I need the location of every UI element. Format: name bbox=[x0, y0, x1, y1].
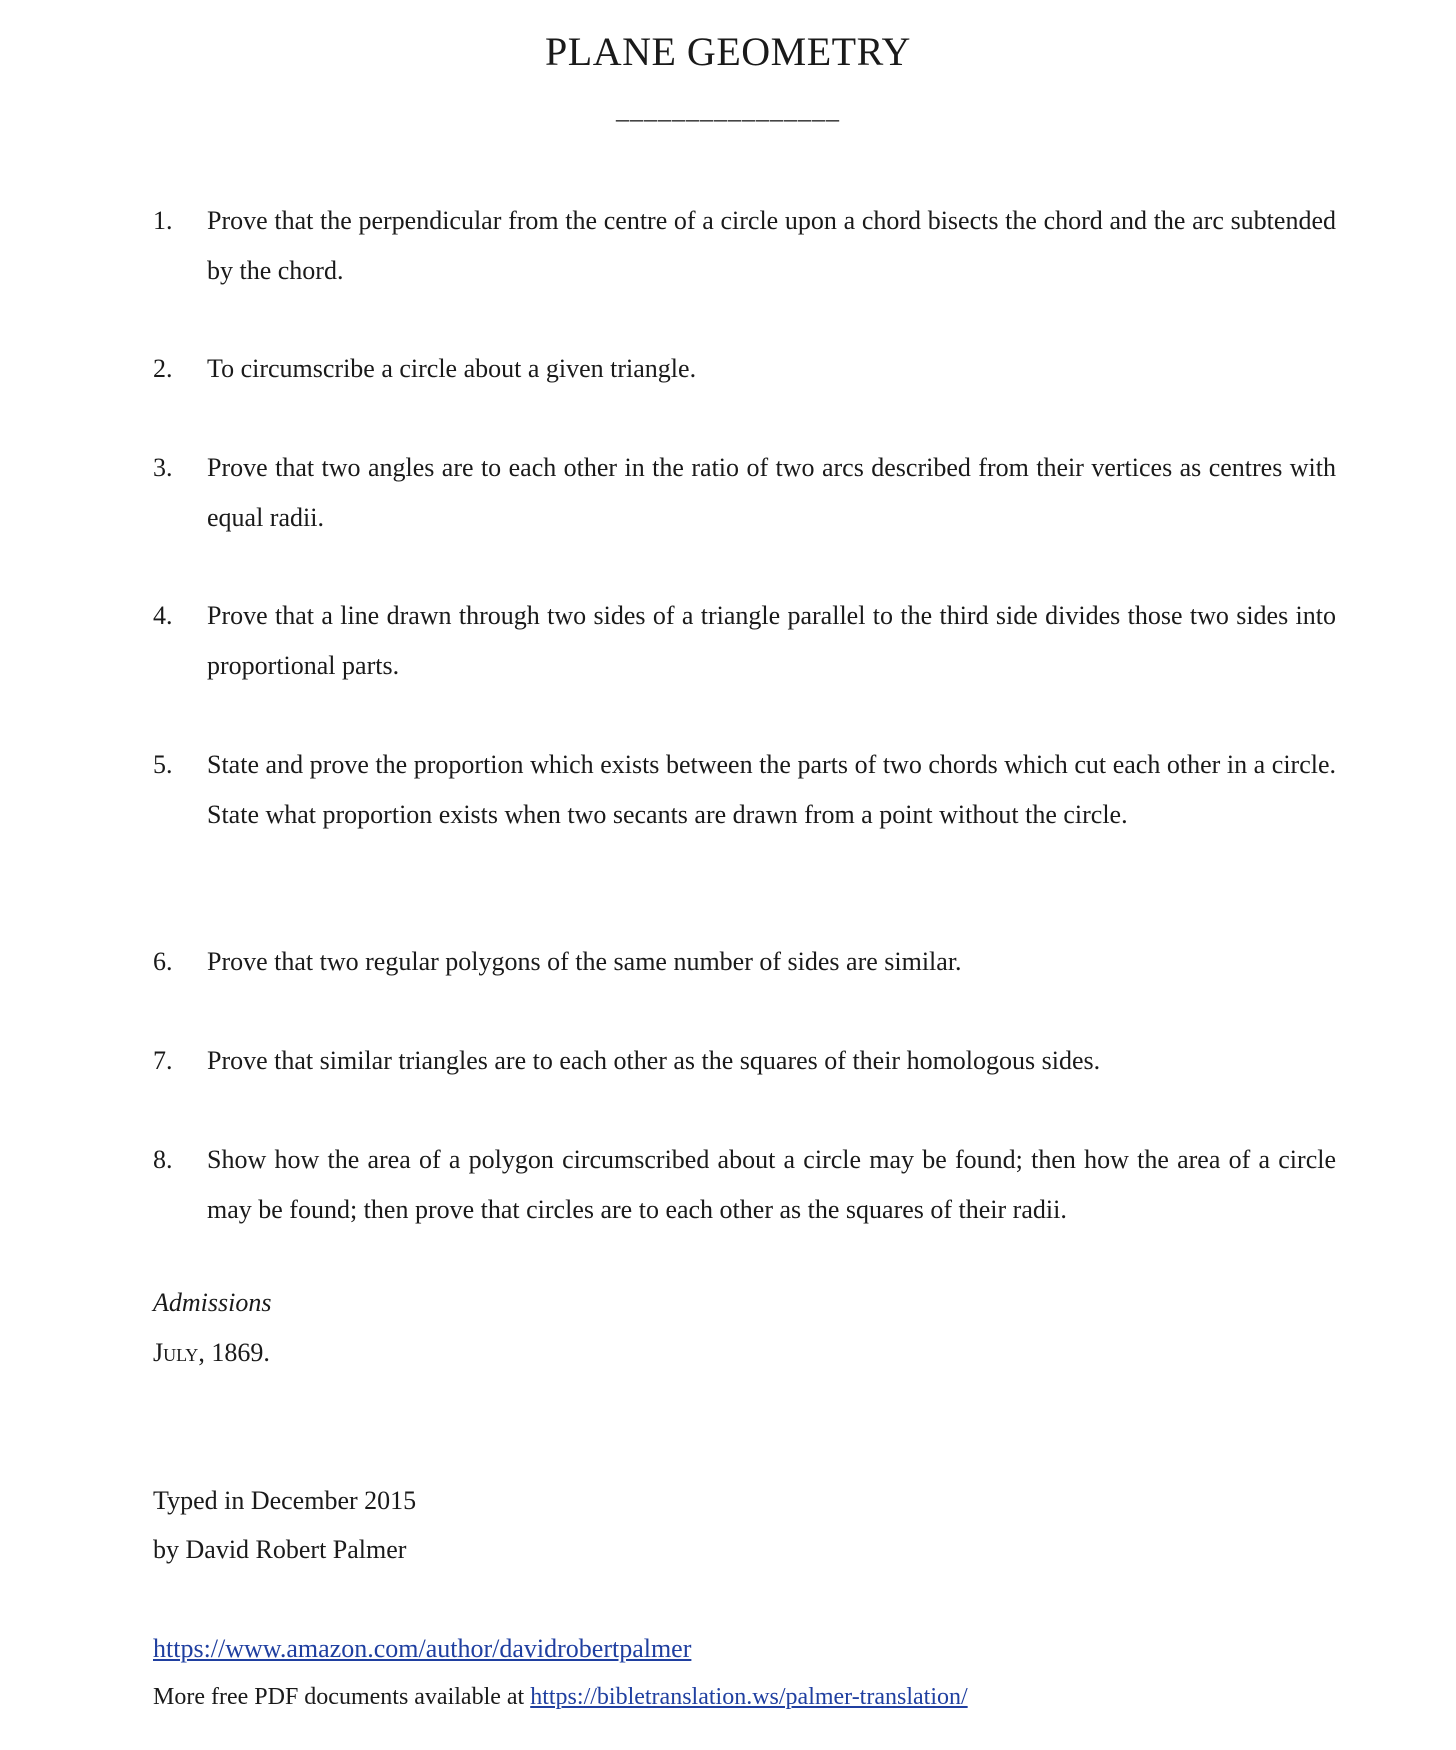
question-number: 2. bbox=[153, 354, 173, 383]
question-number: 5. bbox=[153, 750, 173, 779]
question-item bbox=[153, 937, 1336, 987]
author-byline: by David Robert Palmer bbox=[153, 1535, 407, 1564]
question-text: State and prove the proportion which exists between the parts of two chords which cut each other in a circle. State what proportion exists when two secants are drawn from a point without the circle. bbox=[207, 750, 1349, 829]
amazon-author-link[interactable]: https://www.amazon.com/author/davidrobertpalmer bbox=[153, 1634, 692, 1663]
question-item bbox=[153, 443, 1336, 542]
question-number: 7. bbox=[153, 1046, 173, 1075]
question-text: Prove that the perpendicular from the centre of a circle upon a chord bisects the chord and the arc subtended by the chord. bbox=[207, 206, 1336, 285]
question-text: Show how the area of a polygon circumscribed about a circle may be found; then how the area of a circle may be found; then prove that circles are to each other as the squares of their radii. bbox=[207, 1145, 1336, 1224]
more-documents-line bbox=[153, 1684, 968, 1711]
question-item bbox=[153, 591, 1336, 690]
question-number: 3. bbox=[153, 453, 173, 482]
title-rule: ________________ bbox=[616, 95, 840, 124]
exam-name: Admissions bbox=[153, 1288, 272, 1317]
question-item bbox=[153, 1036, 1336, 1086]
exam-month: July bbox=[153, 1338, 199, 1367]
question-text: To circumscribe a circle about a given triangle. bbox=[207, 354, 697, 383]
exam-date bbox=[153, 1338, 270, 1368]
palmer-translation-link[interactable]: https://bibletranslation.ws/palmer-translation/ bbox=[530, 1684, 968, 1710]
question-text: Prove that a line drawn through two sides of a triangle parallel to the third side divides those two sides into proportional parts. bbox=[207, 601, 1336, 680]
question-text: Prove that similar triangles are to each other as the squares of their homologous sides. bbox=[207, 1046, 1101, 1075]
question-text: Prove that two regular polygons of the same number of sides are similar. bbox=[207, 947, 962, 976]
more-documents-text: More free PDF documents available at bbox=[153, 1684, 531, 1710]
exam-year: , 1869. bbox=[198, 1338, 270, 1367]
page-title: PLANE GEOMETRY bbox=[545, 29, 911, 74]
question-item bbox=[153, 196, 1336, 295]
question-item bbox=[153, 740, 1349, 839]
question-number: 1. bbox=[153, 206, 173, 235]
question-text: Prove that two angles are to each other in the ratio of two arcs described from their vertices as centres with equal radii. bbox=[207, 453, 1336, 532]
question-number: 6. bbox=[153, 947, 173, 976]
question-item bbox=[153, 1135, 1336, 1234]
question-number: 4. bbox=[153, 601, 173, 630]
question-item bbox=[153, 344, 1336, 394]
typed-note: Typed in December 2015 bbox=[153, 1486, 417, 1515]
question-number: 8. bbox=[153, 1145, 173, 1174]
